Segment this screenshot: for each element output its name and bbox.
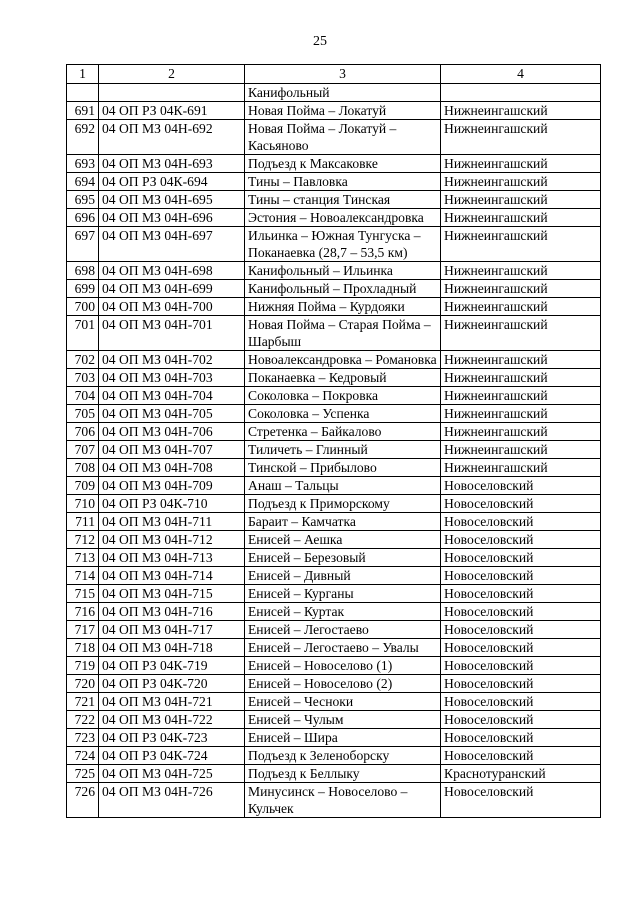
row-number-cell: 700	[67, 298, 99, 316]
district-cell: Новоселовский	[441, 621, 601, 639]
table-row	[67, 298, 601, 316]
road-code-cell: 04 ОП МЗ 04Н-698	[99, 262, 245, 280]
road-code-cell: 04 ОП МЗ 04Н-697	[99, 227, 245, 262]
road-name-cell: Канифольный – Прохладный	[245, 280, 441, 298]
road-code-cell: 04 ОП МЗ 04Н-699	[99, 280, 245, 298]
district-cell: Нижнеингашский	[441, 351, 601, 369]
table-row	[67, 675, 601, 693]
road-name-cell: Бараит – Камчатка	[245, 513, 441, 531]
row-number-cell: 712	[67, 531, 99, 549]
road-name-cell: Поканаевка – Кедровый	[245, 369, 441, 387]
district-cell: Краснотуранский	[441, 765, 601, 783]
district-cell: Нижнеингашский	[441, 405, 601, 423]
row-number-cell: 691	[67, 102, 99, 120]
road-code-cell: 04 ОП МЗ 04Н-701	[99, 316, 245, 351]
table-row	[67, 316, 601, 351]
row-number-cell: 704	[67, 387, 99, 405]
district-cell: Нижнеингашский	[441, 441, 601, 459]
road-name-cell: Анаш – Тальцы	[245, 477, 441, 495]
district-cell: Новоселовский	[441, 675, 601, 693]
road-name-cell: Енисей – Шира	[245, 729, 441, 747]
road-code-cell: 04 ОП МЗ 04Н-722	[99, 711, 245, 729]
table-row	[67, 262, 601, 280]
road-code-cell: 04 ОП МЗ 04Н-695	[99, 191, 245, 209]
row-number-cell: 694	[67, 173, 99, 191]
table-body	[67, 84, 601, 818]
table-row	[67, 84, 601, 102]
row-number-cell: 708	[67, 459, 99, 477]
row-number-cell: 714	[67, 567, 99, 585]
road-code-cell: 04 ОП МЗ 04Н-709	[99, 477, 245, 495]
row-number-cell: 709	[67, 477, 99, 495]
district-cell: Новоселовский	[441, 783, 601, 818]
road-code-cell: 04 ОП МЗ 04Н-718	[99, 639, 245, 657]
road-code-cell: 04 ОП РЗ 04К-724	[99, 747, 245, 765]
road-code-cell: 04 ОП МЗ 04Н-700	[99, 298, 245, 316]
district-cell: Нижнеингашский	[441, 155, 601, 173]
row-number-cell: 723	[67, 729, 99, 747]
district-cell: Новоселовский	[441, 603, 601, 621]
road-code-cell: 04 ОП МЗ 04Н-707	[99, 441, 245, 459]
column-header: 1	[67, 65, 99, 84]
road-code-cell: 04 ОП МЗ 04Н-703	[99, 369, 245, 387]
row-number-cell: 715	[67, 585, 99, 603]
road-code-cell: 04 ОП МЗ 04Н-708	[99, 459, 245, 477]
road-name-cell: Енисей – Дивный	[245, 567, 441, 585]
road-name-cell: Подъезд к Приморскому	[245, 495, 441, 513]
road-name-cell: Канифольный – Ильинка	[245, 262, 441, 280]
road-code-cell: 04 ОП МЗ 04Н-716	[99, 603, 245, 621]
column-header: 2	[99, 65, 245, 84]
district-cell: Новоселовский	[441, 585, 601, 603]
road-code-cell: 04 ОП МЗ 04Н-717	[99, 621, 245, 639]
road-code-cell: 04 ОП МЗ 04Н-713	[99, 549, 245, 567]
table-row	[67, 549, 601, 567]
table-row	[67, 585, 601, 603]
row-number-cell: 706	[67, 423, 99, 441]
district-cell: Нижнеингашский	[441, 173, 601, 191]
district-cell: Новоселовский	[441, 729, 601, 747]
row-number-cell: 717	[67, 621, 99, 639]
road-name-cell: Енисей – Куртак	[245, 603, 441, 621]
row-number-cell: 692	[67, 120, 99, 155]
district-cell: Новоселовский	[441, 513, 601, 531]
table-row	[67, 693, 601, 711]
row-number-cell: 711	[67, 513, 99, 531]
road-name-cell: Тины – Павловка	[245, 173, 441, 191]
road-code-cell: 04 ОП РЗ 04К-710	[99, 495, 245, 513]
road-name-cell: Стретенка – Байкалово	[245, 423, 441, 441]
district-cell	[441, 84, 601, 102]
road-code-cell: 04 ОП РЗ 04К-691	[99, 102, 245, 120]
district-cell: Нижнеингашский	[441, 280, 601, 298]
table-row	[67, 209, 601, 227]
road-registry-table	[66, 64, 601, 818]
table-row	[67, 621, 601, 639]
page-number: 25	[313, 34, 327, 49]
road-name-cell: Енисей – Березовый	[245, 549, 441, 567]
road-code-cell: 04 ОП МЗ 04Н-705	[99, 405, 245, 423]
table-row	[67, 639, 601, 657]
road-name-cell: Соколовка – Успенка	[245, 405, 441, 423]
road-name-cell: Подъезд к Максаковке	[245, 155, 441, 173]
road-name-cell: Тиличеть – Глинный	[245, 441, 441, 459]
table-row	[67, 280, 601, 298]
district-cell: Нижнеингашский	[441, 102, 601, 120]
road-code-cell: 04 ОП МЗ 04Н-726	[99, 783, 245, 818]
table-row	[67, 477, 601, 495]
table-row	[67, 423, 601, 441]
district-cell: Нижнеингашский	[441, 120, 601, 155]
table-row	[67, 783, 601, 818]
table-row	[67, 369, 601, 387]
road-name-cell: Енисей – Чулым	[245, 711, 441, 729]
road-name-cell: Новоалександровка – Романовка	[245, 351, 441, 369]
district-cell: Нижнеингашский	[441, 191, 601, 209]
road-code-cell: 04 ОП МЗ 04Н-715	[99, 585, 245, 603]
row-number-cell: 713	[67, 549, 99, 567]
road-name-cell: Подъезд к Зеленоборску	[245, 747, 441, 765]
district-cell: Нижнеингашский	[441, 459, 601, 477]
district-cell: Нижнеингашский	[441, 209, 601, 227]
road-name-cell: Енисей – Курганы	[245, 585, 441, 603]
district-cell: Новоселовский	[441, 495, 601, 513]
district-cell: Новоселовский	[441, 747, 601, 765]
road-code-cell: 04 ОП МЗ 04Н-696	[99, 209, 245, 227]
district-cell: Новоселовский	[441, 711, 601, 729]
road-name-cell: Енисей – Новоселово (1)	[245, 657, 441, 675]
table-row	[67, 173, 601, 191]
row-number-cell: 724	[67, 747, 99, 765]
road-code-cell: 04 ОП РЗ 04К-719	[99, 657, 245, 675]
row-number-cell: 716	[67, 603, 99, 621]
district-cell: Новоселовский	[441, 477, 601, 495]
table-row	[67, 729, 601, 747]
district-cell: Нижнеингашский	[441, 369, 601, 387]
row-number-cell: 722	[67, 711, 99, 729]
road-code-cell	[99, 84, 245, 102]
road-code-cell: 04 ОП РЗ 04К-720	[99, 675, 245, 693]
district-cell: Новоселовский	[441, 639, 601, 657]
road-code-cell: 04 ОП МЗ 04Н-711	[99, 513, 245, 531]
table-row	[67, 567, 601, 585]
district-cell: Нижнеингашский	[441, 423, 601, 441]
column-header: 4	[441, 65, 601, 84]
district-cell: Новоселовский	[441, 657, 601, 675]
column-header: 3	[245, 65, 441, 84]
table-row	[67, 120, 601, 155]
district-cell: Новоселовский	[441, 693, 601, 711]
road-name-cell: Подъезд к Беллыку	[245, 765, 441, 783]
row-number-cell: 693	[67, 155, 99, 173]
row-number-cell: 705	[67, 405, 99, 423]
district-cell: Новоселовский	[441, 531, 601, 549]
table-row	[67, 495, 601, 513]
table-row	[67, 531, 601, 549]
row-number-cell: 698	[67, 262, 99, 280]
district-cell: Новоселовский	[441, 567, 601, 585]
district-cell: Нижнеингашский	[441, 387, 601, 405]
row-number-cell: 707	[67, 441, 99, 459]
row-number-cell: 699	[67, 280, 99, 298]
road-name-cell: Тинской – Прибылово	[245, 459, 441, 477]
row-number-cell: 721	[67, 693, 99, 711]
road-name-cell: Енисей – Чесноки	[245, 693, 441, 711]
road-name-cell: Эстония – Новоалександровка	[245, 209, 441, 227]
row-number-cell: 697	[67, 227, 99, 262]
row-number-cell: 725	[67, 765, 99, 783]
road-name-cell: Енисей – Аешка	[245, 531, 441, 549]
district-cell: Нижнеингашский	[441, 262, 601, 280]
row-number-cell: 710	[67, 495, 99, 513]
road-name-cell: Енисей – Легостаево – Увалы	[245, 639, 441, 657]
road-name-cell: Соколовка – Покровка	[245, 387, 441, 405]
row-number-cell: 719	[67, 657, 99, 675]
road-name-cell: Канифольный	[245, 84, 441, 102]
road-code-cell: 04 ОП МЗ 04Н-692	[99, 120, 245, 155]
district-cell: Нижнеингашский	[441, 227, 601, 262]
row-number-cell: 702	[67, 351, 99, 369]
table-row	[67, 765, 601, 783]
road-name-cell: Минусинск – Новоселово – Кульчек	[245, 783, 441, 818]
road-code-cell: 04 ОП МЗ 04Н-714	[99, 567, 245, 585]
row-number-cell: 703	[67, 369, 99, 387]
table-row	[67, 459, 601, 477]
district-cell: Новоселовский	[441, 549, 601, 567]
road-name-cell: Енисей – Легостаево	[245, 621, 441, 639]
row-number-cell: 718	[67, 639, 99, 657]
road-code-cell: 04 ОП МЗ 04Н-706	[99, 423, 245, 441]
row-number-cell	[67, 84, 99, 102]
table-row	[67, 102, 601, 120]
road-name-cell: Ильинка – Южная Тунгуска – Поканаевка (28,7 – 53,5 км)	[245, 227, 441, 262]
road-name-cell: Тины – станция Тинская	[245, 191, 441, 209]
table-row	[67, 405, 601, 423]
table-row	[67, 513, 601, 531]
road-name-cell: Енисей – Новоселово (2)	[245, 675, 441, 693]
row-number-cell: 701	[67, 316, 99, 351]
road-name-cell: Нижняя Пойма – Курдояки	[245, 298, 441, 316]
table-row	[67, 387, 601, 405]
road-code-cell: 04 ОП МЗ 04Н-704	[99, 387, 245, 405]
road-code-cell: 04 ОП РЗ 04К-723	[99, 729, 245, 747]
table-header-row	[67, 65, 601, 84]
row-number-cell: 695	[67, 191, 99, 209]
row-number-cell: 696	[67, 209, 99, 227]
table-row	[67, 227, 601, 262]
road-name-cell: Новая Пойма – Локатуй	[245, 102, 441, 120]
road-code-cell: 04 ОП МЗ 04Н-725	[99, 765, 245, 783]
table-row	[67, 603, 601, 621]
table-row	[67, 747, 601, 765]
road-name-cell: Новая Пойма – Локатуй – Касьяново	[245, 120, 441, 155]
road-code-cell: 04 ОП МЗ 04Н-721	[99, 693, 245, 711]
row-number-cell: 726	[67, 783, 99, 818]
table-row	[67, 657, 601, 675]
row-number-cell: 720	[67, 675, 99, 693]
road-code-cell: 04 ОП МЗ 04Н-712	[99, 531, 245, 549]
road-code-cell: 04 ОП РЗ 04К-694	[99, 173, 245, 191]
table-row	[67, 155, 601, 173]
table-row	[67, 351, 601, 369]
district-cell: Нижнеингашский	[441, 298, 601, 316]
table-row	[67, 711, 601, 729]
table-row	[67, 441, 601, 459]
road-name-cell: Новая Пойма – Старая Пойма – Шарбыш	[245, 316, 441, 351]
table-row	[67, 191, 601, 209]
road-code-cell: 04 ОП МЗ 04Н-702	[99, 351, 245, 369]
district-cell: Нижнеингашский	[441, 316, 601, 351]
road-code-cell: 04 ОП МЗ 04Н-693	[99, 155, 245, 173]
